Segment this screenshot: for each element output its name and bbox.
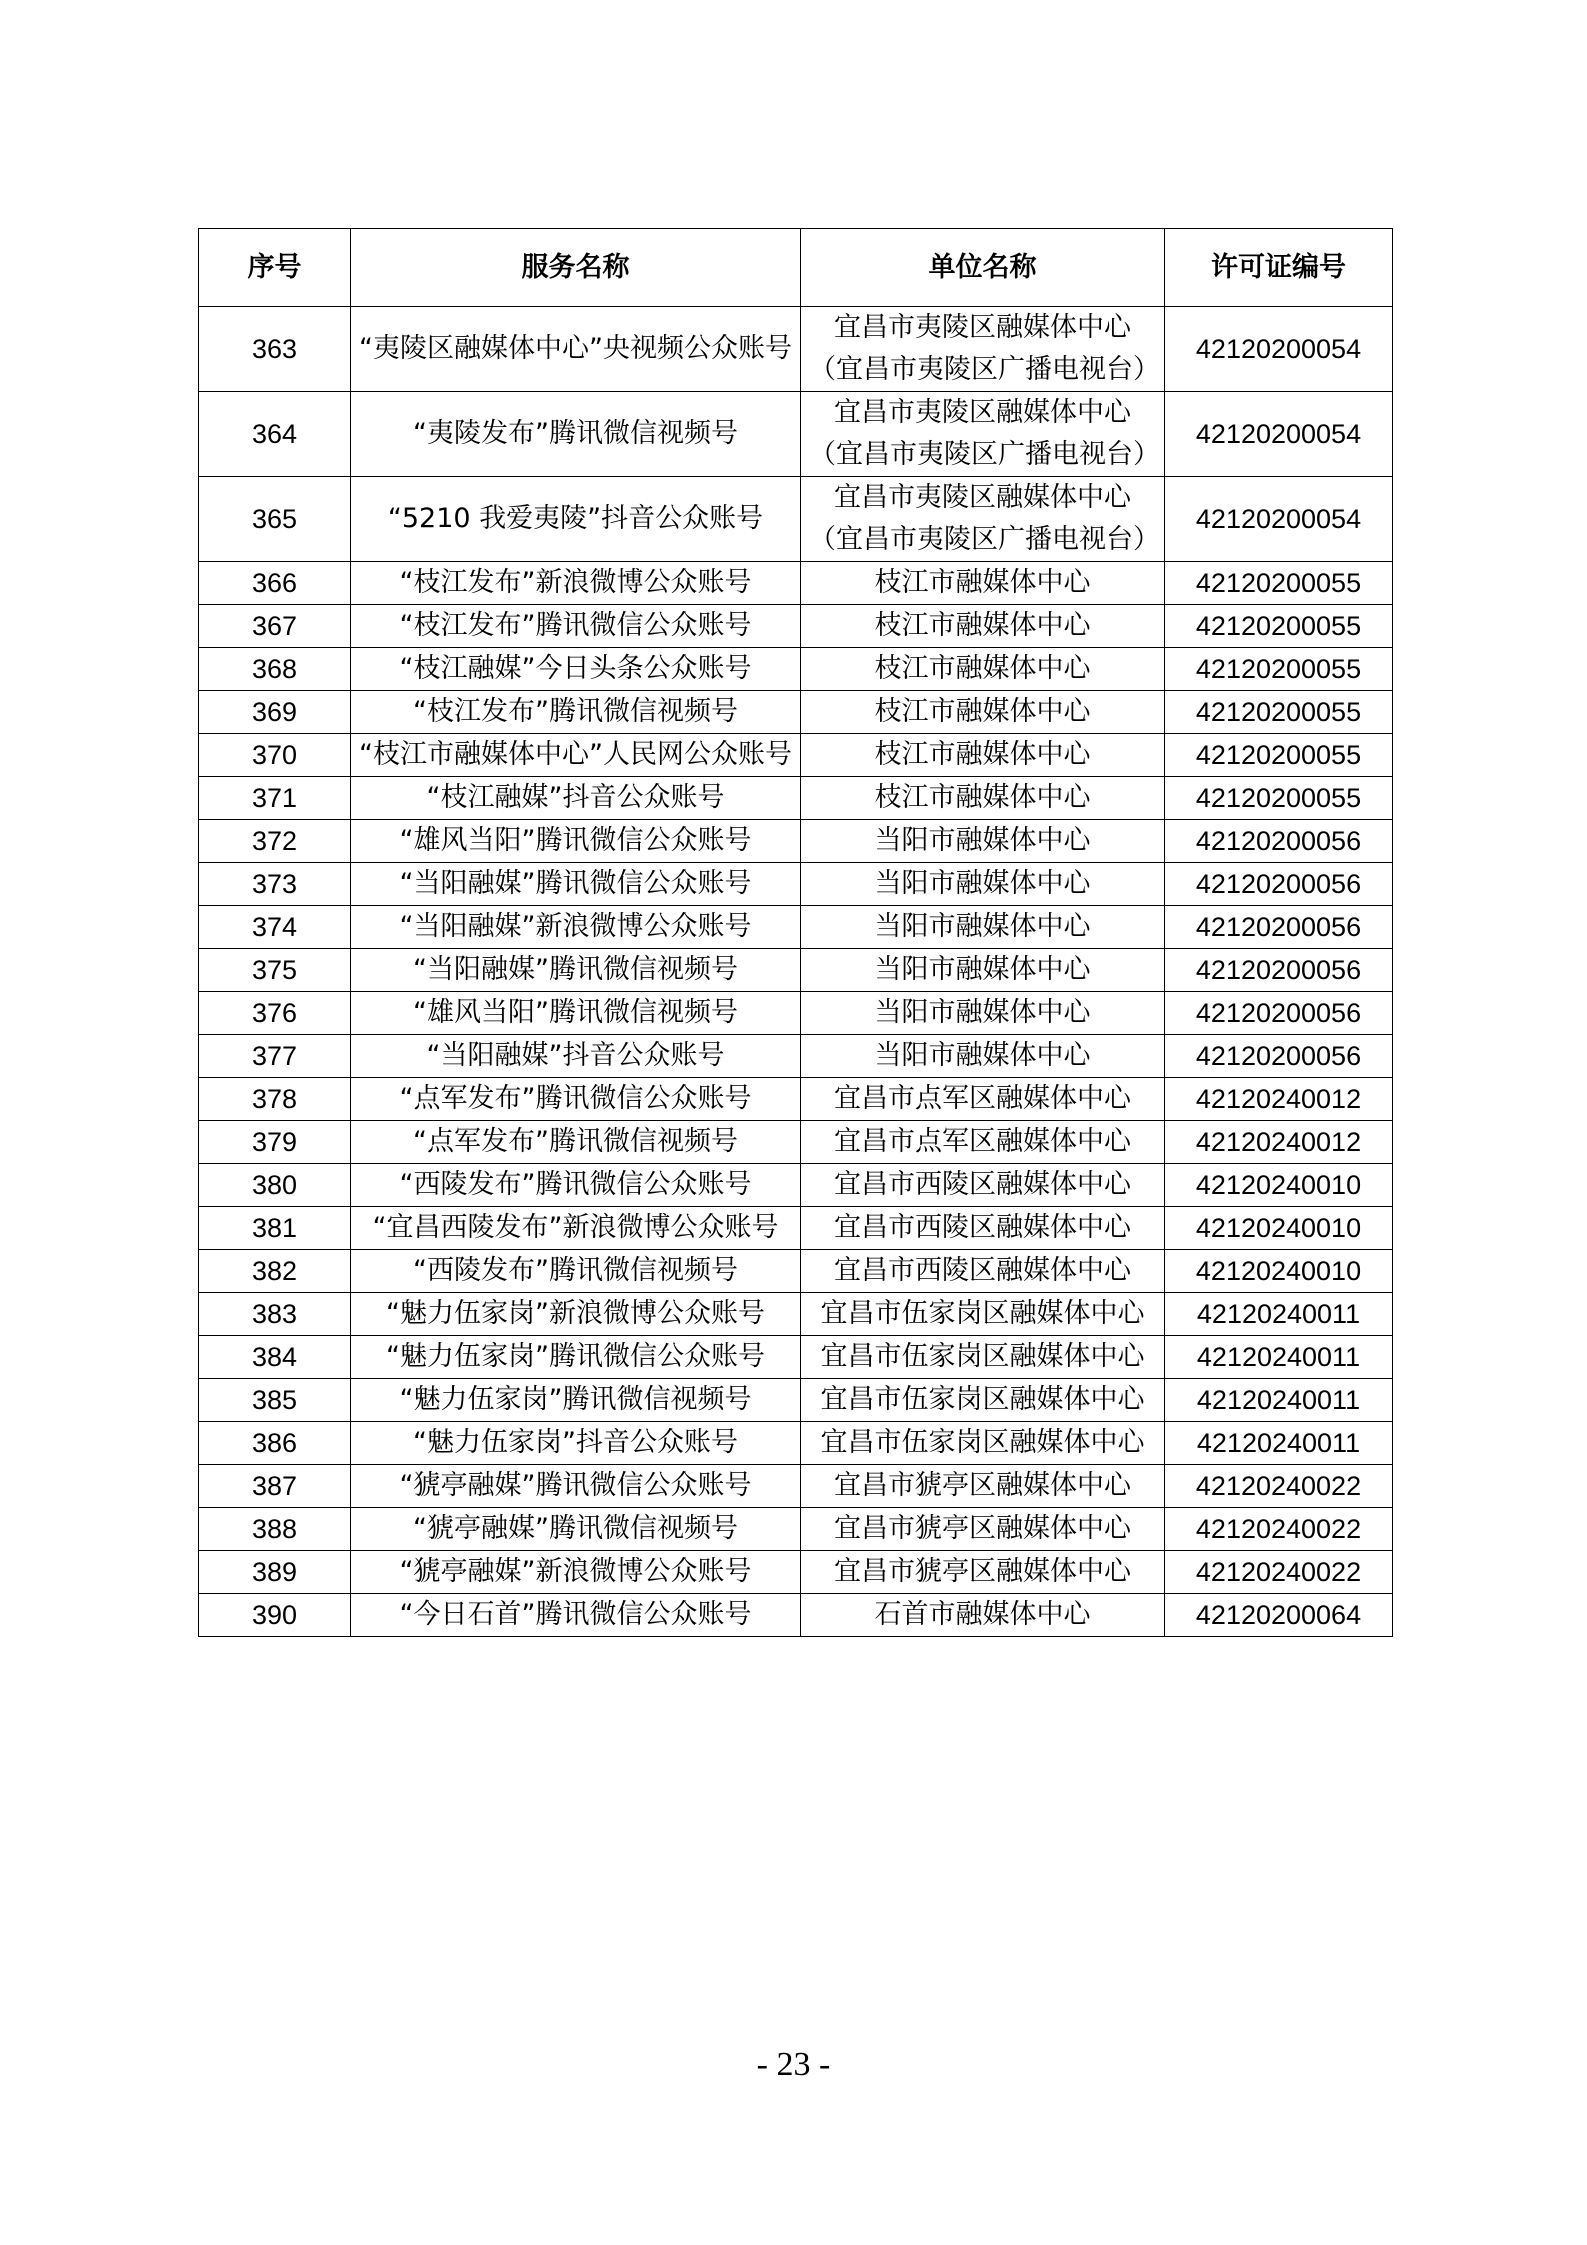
cell-serial-number: 382 bbox=[199, 1250, 351, 1293]
cell-serial-number: 374 bbox=[199, 906, 351, 949]
cell-serial-number: 372 bbox=[199, 820, 351, 863]
cell-license-number: 42120200056 bbox=[1165, 992, 1393, 1035]
table-row bbox=[199, 1379, 1393, 1422]
cell-service-name: “枝江融媒”今日头条公众账号 bbox=[351, 648, 801, 691]
cell-service-name: “夷陵区融媒体中心”央视频公众账号 bbox=[351, 307, 801, 392]
cell-license-number: 42120200064 bbox=[1165, 1594, 1393, 1637]
cell-unit-name: 宜昌市伍家岗区融媒体中心 bbox=[801, 1336, 1165, 1379]
cell-unit-name: 宜昌市西陵区融媒体中心 bbox=[801, 1250, 1165, 1293]
table-row bbox=[199, 1551, 1393, 1594]
cell-license-number: 42120240010 bbox=[1165, 1207, 1393, 1250]
cell-serial-number: 375 bbox=[199, 949, 351, 992]
cell-service-name: “点军发布”腾讯微信视频号 bbox=[351, 1121, 801, 1164]
table-row bbox=[199, 949, 1393, 992]
cell-serial-number: 380 bbox=[199, 1164, 351, 1207]
cell-unit-name: 宜昌市伍家岗区融媒体中心 bbox=[801, 1422, 1165, 1465]
cell-license-number: 42120200056 bbox=[1165, 863, 1393, 906]
cell-serial-number: 383 bbox=[199, 1293, 351, 1336]
cell-license-number: 42120200055 bbox=[1165, 648, 1393, 691]
cell-service-name: “枝江发布”腾讯微信视频号 bbox=[351, 691, 801, 734]
cell-license-number: 42120240011 bbox=[1165, 1379, 1393, 1422]
table-row bbox=[199, 863, 1393, 906]
cell-license-number: 42120200056 bbox=[1165, 1035, 1393, 1078]
cell-unit-name: 当阳市融媒体中心 bbox=[801, 863, 1165, 906]
cell-serial-number: 369 bbox=[199, 691, 351, 734]
cell-service-name: “魅力伍家岗”抖音公众账号 bbox=[351, 1422, 801, 1465]
cell-license-number: 42120240012 bbox=[1165, 1078, 1393, 1121]
table-row bbox=[199, 691, 1393, 734]
cell-serial-number: 376 bbox=[199, 992, 351, 1035]
cell-service-name: “枝江市融媒体中心”人民网公众账号 bbox=[351, 734, 801, 777]
table-row bbox=[199, 1465, 1393, 1508]
cell-license-number: 42120240022 bbox=[1165, 1465, 1393, 1508]
cell-serial-number: 364 bbox=[199, 392, 351, 477]
cell-service-name: “点军发布”腾讯微信公众账号 bbox=[351, 1078, 801, 1121]
cell-service-name: “夷陵发布”腾讯微信视频号 bbox=[351, 392, 801, 477]
cell-serial-number: 366 bbox=[199, 562, 351, 605]
cell-unit-name: 枝江市融媒体中心 bbox=[801, 734, 1165, 777]
cell-unit-name: 宜昌市夷陵区融媒体中心（宜昌市夷陵区广播电视台） bbox=[801, 477, 1165, 562]
cell-unit-name: 宜昌市夷陵区融媒体中心（宜昌市夷陵区广播电视台） bbox=[801, 307, 1165, 392]
table-row bbox=[199, 307, 1393, 392]
table-row bbox=[199, 1207, 1393, 1250]
cell-serial-number: 386 bbox=[199, 1422, 351, 1465]
cell-license-number: 42120200054 bbox=[1165, 477, 1393, 562]
header-unit-name: 单位名称 bbox=[801, 229, 1165, 307]
cell-unit-name: 宜昌市猇亭区融媒体中心 bbox=[801, 1465, 1165, 1508]
cell-service-name: “枝江融媒”抖音公众账号 bbox=[351, 777, 801, 820]
cell-unit-name: 当阳市融媒体中心 bbox=[801, 992, 1165, 1035]
cell-service-name: “枝江发布”新浪微博公众账号 bbox=[351, 562, 801, 605]
table-row bbox=[199, 1336, 1393, 1379]
cell-unit-name: 枝江市融媒体中心 bbox=[801, 648, 1165, 691]
table-row bbox=[199, 605, 1393, 648]
cell-license-number: 42120240010 bbox=[1165, 1164, 1393, 1207]
cell-serial-number: 368 bbox=[199, 648, 351, 691]
table-row bbox=[199, 648, 1393, 691]
cell-unit-name: 宜昌市西陵区融媒体中心 bbox=[801, 1164, 1165, 1207]
cell-unit-name: 当阳市融媒体中心 bbox=[801, 906, 1165, 949]
cell-license-number: 42120200055 bbox=[1165, 605, 1393, 648]
cell-license-number: 42120200055 bbox=[1165, 777, 1393, 820]
license-table bbox=[198, 228, 1393, 1637]
cell-unit-name: 石首市融媒体中心 bbox=[801, 1594, 1165, 1637]
cell-license-number: 42120200054 bbox=[1165, 307, 1393, 392]
cell-serial-number: 378 bbox=[199, 1078, 351, 1121]
cell-serial-number: 365 bbox=[199, 477, 351, 562]
cell-service-name: “雄风当阳”腾讯微信视频号 bbox=[351, 992, 801, 1035]
cell-unit-name: 枝江市融媒体中心 bbox=[801, 777, 1165, 820]
cell-service-name: “魅力伍家岗”新浪微博公众账号 bbox=[351, 1293, 801, 1336]
page-number: - 23 - bbox=[756, 2046, 831, 2083]
header-serial-number: 序号 bbox=[199, 229, 351, 307]
table-row bbox=[199, 477, 1393, 562]
cell-serial-number: 384 bbox=[199, 1336, 351, 1379]
cell-unit-name: 宜昌市夷陵区融媒体中心（宜昌市夷陵区广播电视台） bbox=[801, 392, 1165, 477]
cell-service-name: “雄风当阳”腾讯微信公众账号 bbox=[351, 820, 801, 863]
cell-unit-name: 枝江市融媒体中心 bbox=[801, 691, 1165, 734]
table-row bbox=[199, 392, 1393, 477]
table-row bbox=[199, 1078, 1393, 1121]
cell-unit-name: 宜昌市猇亭区融媒体中心 bbox=[801, 1508, 1165, 1551]
cell-license-number: 42120240022 bbox=[1165, 1508, 1393, 1551]
cell-service-name: “当阳融媒”腾讯微信公众账号 bbox=[351, 863, 801, 906]
cell-unit-name: 宜昌市伍家岗区融媒体中心 bbox=[801, 1379, 1165, 1422]
table-row bbox=[199, 820, 1393, 863]
cell-service-name: “今日石首”腾讯微信公众账号 bbox=[351, 1594, 801, 1637]
cell-serial-number: 389 bbox=[199, 1551, 351, 1594]
cell-service-name: “西陵发布”腾讯微信公众账号 bbox=[351, 1164, 801, 1207]
cell-service-name: “当阳融媒”抖音公众账号 bbox=[351, 1035, 801, 1078]
table-row bbox=[199, 992, 1393, 1035]
cell-license-number: 42120200056 bbox=[1165, 906, 1393, 949]
cell-service-name: “西陵发布”腾讯微信视频号 bbox=[351, 1250, 801, 1293]
cell-license-number: 42120200056 bbox=[1165, 820, 1393, 863]
table-row bbox=[199, 1164, 1393, 1207]
cell-service-name: “猇亭融媒”腾讯微信视频号 bbox=[351, 1508, 801, 1551]
cell-service-name: “5210 我爱夷陵”抖音公众账号 bbox=[351, 477, 801, 562]
table-row bbox=[199, 1293, 1393, 1336]
header-license-number: 许可证编号 bbox=[1165, 229, 1393, 307]
cell-unit-name: 宜昌市点军区融媒体中心 bbox=[801, 1078, 1165, 1121]
cell-serial-number: 387 bbox=[199, 1465, 351, 1508]
table-row bbox=[199, 777, 1393, 820]
cell-service-name: “猇亭融媒”腾讯微信公众账号 bbox=[351, 1465, 801, 1508]
table-row bbox=[199, 1121, 1393, 1164]
cell-serial-number: 363 bbox=[199, 307, 351, 392]
cell-unit-name: 枝江市融媒体中心 bbox=[801, 562, 1165, 605]
cell-service-name: “宜昌西陵发布”新浪微博公众账号 bbox=[351, 1207, 801, 1250]
cell-license-number: 42120240022 bbox=[1165, 1551, 1393, 1594]
cell-license-number: 42120200055 bbox=[1165, 562, 1393, 605]
cell-service-name: “猇亭融媒”新浪微博公众账号 bbox=[351, 1551, 801, 1594]
table-row bbox=[199, 906, 1393, 949]
cell-serial-number: 377 bbox=[199, 1035, 351, 1078]
cell-serial-number: 370 bbox=[199, 734, 351, 777]
cell-unit-name: 枝江市融媒体中心 bbox=[801, 605, 1165, 648]
table-row bbox=[199, 1250, 1393, 1293]
table-row bbox=[199, 1508, 1393, 1551]
cell-license-number: 42120200055 bbox=[1165, 734, 1393, 777]
cell-unit-name: 宜昌市点军区融媒体中心 bbox=[801, 1121, 1165, 1164]
cell-serial-number: 373 bbox=[199, 863, 351, 906]
cell-license-number: 42120240011 bbox=[1165, 1336, 1393, 1379]
cell-serial-number: 388 bbox=[199, 1508, 351, 1551]
cell-license-number: 42120200055 bbox=[1165, 691, 1393, 734]
cell-license-number: 42120240011 bbox=[1165, 1293, 1393, 1336]
table-header-row bbox=[199, 229, 1393, 307]
table-row bbox=[199, 1035, 1393, 1078]
cell-serial-number: 381 bbox=[199, 1207, 351, 1250]
cell-unit-name: 当阳市融媒体中心 bbox=[801, 820, 1165, 863]
cell-service-name: “枝江发布”腾讯微信公众账号 bbox=[351, 605, 801, 648]
cell-license-number: 42120240012 bbox=[1165, 1121, 1393, 1164]
cell-service-name: “魅力伍家岗”腾讯微信公众账号 bbox=[351, 1336, 801, 1379]
cell-license-number: 42120240011 bbox=[1165, 1422, 1393, 1465]
cell-license-number: 42120240010 bbox=[1165, 1250, 1393, 1293]
table-row bbox=[199, 1594, 1393, 1637]
cell-serial-number: 390 bbox=[199, 1594, 351, 1637]
cell-license-number: 42120200054 bbox=[1165, 392, 1393, 477]
table-body bbox=[199, 307, 1393, 1637]
cell-service-name: “当阳融媒”新浪微博公众账号 bbox=[351, 906, 801, 949]
table-row bbox=[199, 562, 1393, 605]
table-row bbox=[199, 734, 1393, 777]
cell-unit-name: 宜昌市伍家岗区融媒体中心 bbox=[801, 1293, 1165, 1336]
cell-serial-number: 371 bbox=[199, 777, 351, 820]
cell-service-name: “魅力伍家岗”腾讯微信视频号 bbox=[351, 1379, 801, 1422]
cell-service-name: “当阳融媒”腾讯微信视频号 bbox=[351, 949, 801, 992]
cell-license-number: 42120200056 bbox=[1165, 949, 1393, 992]
cell-unit-name: 当阳市融媒体中心 bbox=[801, 949, 1165, 992]
cell-unit-name: 宜昌市猇亭区融媒体中心 bbox=[801, 1551, 1165, 1594]
table-row bbox=[199, 1422, 1393, 1465]
cell-unit-name: 当阳市融媒体中心 bbox=[801, 1035, 1165, 1078]
cell-unit-name: 宜昌市西陵区融媒体中心 bbox=[801, 1207, 1165, 1250]
cell-serial-number: 385 bbox=[199, 1379, 351, 1422]
header-service-name: 服务名称 bbox=[351, 229, 801, 307]
cell-serial-number: 379 bbox=[199, 1121, 351, 1164]
cell-serial-number: 367 bbox=[199, 605, 351, 648]
